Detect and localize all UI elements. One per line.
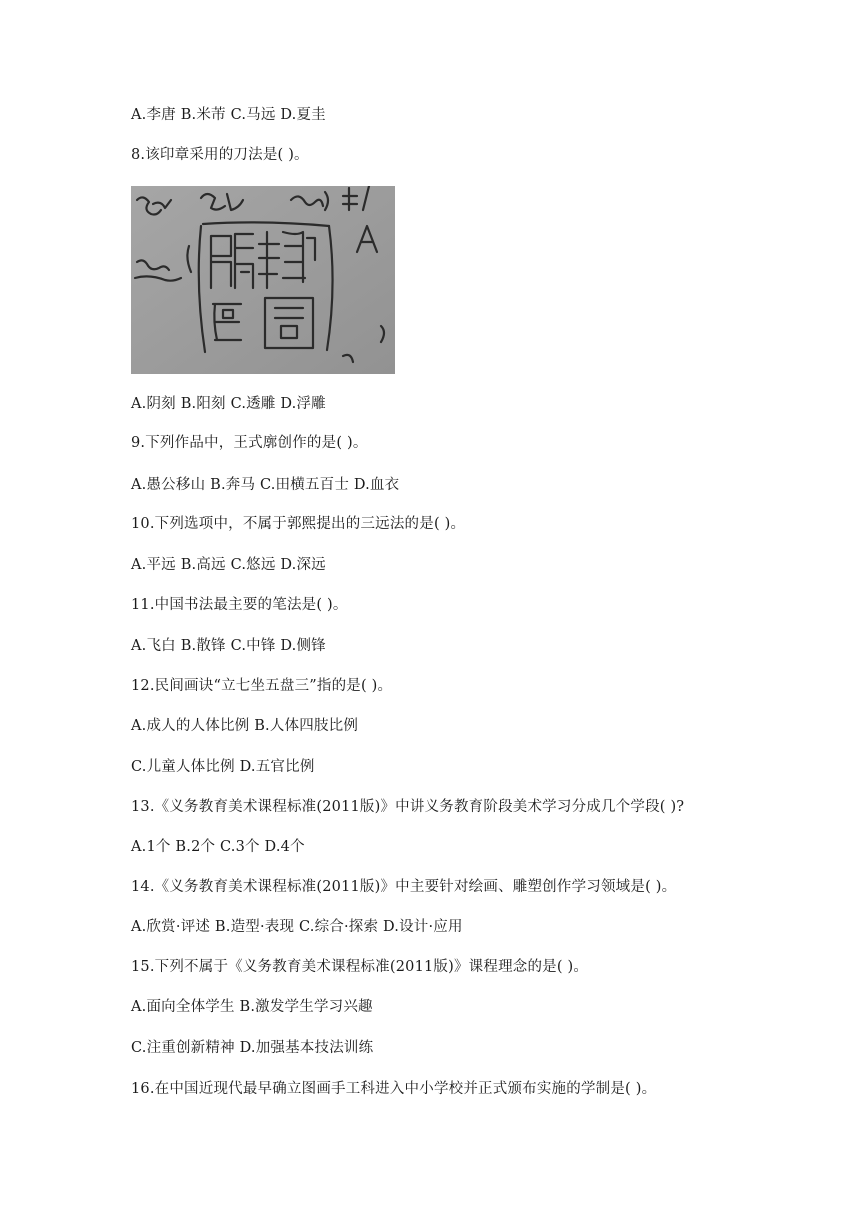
q14-options: A.欣赏·评述 B.造型·表现 C.综合·探索 D.设计·应用 <box>131 919 463 935</box>
seal-photo <box>131 186 395 374</box>
q12-options-row2: C.儿童人体比例 D.五官比例 <box>131 759 315 775</box>
q8-options: A.阴刻 B.阳刻 C.透雕 D.浮雕 <box>131 396 326 412</box>
q11-question: 11.中国书法最主要的笔法是( )。 <box>131 597 348 613</box>
q15-question: 15.下列不属于《义务教育美术课程标准(2011版)》课程理念的是( )。 <box>131 959 589 975</box>
q10-options: A.平远 B.高远 C.悠远 D.深远 <box>131 557 326 573</box>
q15-options-row1: A.面向全体学生 B.激发学生学习兴趣 <box>131 999 373 1015</box>
q12-options-row1: A.成人的人体比例 B.人体四肢比例 <box>131 718 359 734</box>
q14-question: 14.《义务教育美术课程标准(2011版)》中主要针对绘画、雕塑创作学习领域是( )。 <box>131 879 677 895</box>
q12-question: 12.民间画诀“立七坐五盘三”指的是( )。 <box>131 678 393 694</box>
q13-options: A.1个 B.2个 C.3个 D.4个 <box>131 839 305 855</box>
q15-options-row2: C.注重创新精神 D.加强基本技法训练 <box>131 1040 374 1056</box>
q9-question: 9.下列作品中，王式廓创作的是( )。 <box>131 435 368 451</box>
q11-options: A.飞白 B.散锋 C.中锋 D.侧锋 <box>131 638 326 654</box>
q10-question: 10.下列选项中，不属于郭熙提出的三远法的是( )。 <box>131 516 466 532</box>
q16-question: 16.在中国近现代最早确立图画手工科进入中小学校并正式颁布实施的学制是( )。 <box>131 1081 657 1097</box>
q9-options: A.愚公移山 B.奔马 C.田横五百士 D.血衣 <box>131 477 400 493</box>
q13-question: 13.《义务教育美术课程标准(2011版)》中讲义务教育阶段美术学习分成几个学段( )? <box>131 799 685 815</box>
q8-question: 8.该印章采用的刀法是( )。 <box>131 147 309 163</box>
q7-options: A.李唐 B.米芾 C.马远 D.夏圭 <box>131 107 326 123</box>
